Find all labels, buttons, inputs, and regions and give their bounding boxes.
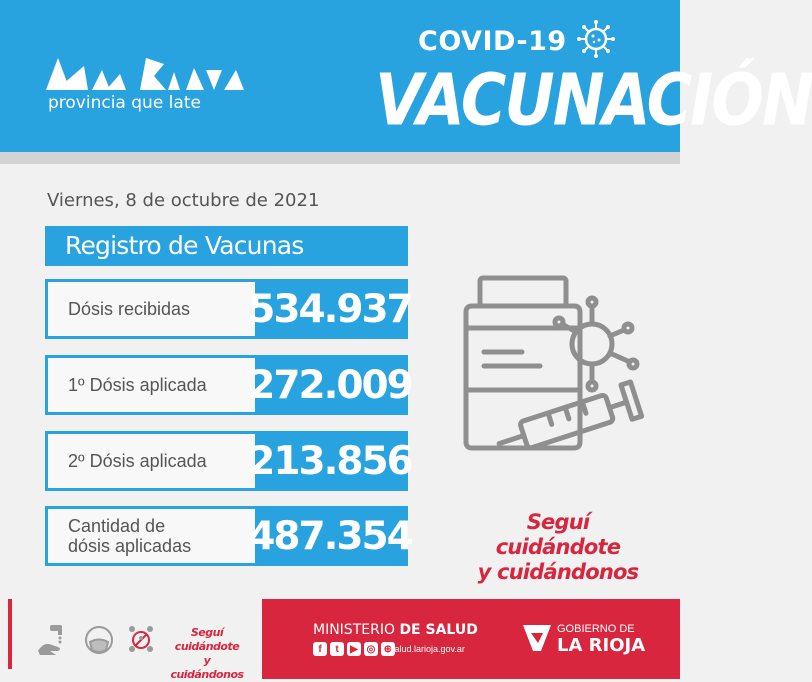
stat-label: 2º Dósis aplicada <box>68 451 207 471</box>
ministerio-label <box>313 622 478 638</box>
footer-red-bar <box>8 599 12 669</box>
social-links <box>313 642 395 656</box>
slogan-line2: y cuidándonos <box>477 560 639 584</box>
face-mask-icon <box>84 623 114 662</box>
header-strip <box>0 152 680 164</box>
stat-value: 272.009 <box>255 358 405 412</box>
slogan-line1: Seguí cuidándote <box>495 510 621 559</box>
covid-title: COVID-19 <box>418 26 567 57</box>
footer-slogan <box>167 626 247 682</box>
no-gathering-icon <box>124 623 158 662</box>
footer-slogan-line1: Seguí cuidándote <box>174 626 240 653</box>
stat-value: 534.937 <box>255 282 405 336</box>
stat-dosis-recibidas <box>45 279 412 339</box>
gobierno-bottom: LA RIOJA <box>557 635 646 656</box>
stat-value: 487.354 <box>255 509 405 563</box>
covid-heading <box>418 20 615 63</box>
slogan <box>466 510 650 585</box>
hand-washing-icon <box>36 623 70 662</box>
la-rioja-map-icon <box>521 623 553 658</box>
web-globe-icon[interactable]: ⊕ <box>381 642 395 656</box>
ministerio-prefix: MINISTERIO <box>313 622 395 638</box>
stat-label-line2: dósis aplicadas <box>68 536 192 556</box>
ministerio-bold: DE SALUD <box>399 622 478 638</box>
stat-primera-dosis <box>45 355 412 415</box>
twitter-icon[interactable]: t <box>330 642 344 656</box>
facebook-icon[interactable]: f <box>313 642 327 656</box>
youtube-icon[interactable]: ▶ <box>347 642 361 656</box>
gobierno-top: GOBIERNO DE <box>557 623 635 635</box>
stat-label: Dósis recibidas <box>68 299 191 319</box>
stat-segunda-dosis <box>45 431 412 491</box>
instagram-icon[interactable]: ◎ <box>364 642 378 656</box>
stat-label: 1º Dósis aplicada <box>68 375 207 395</box>
registro-title: Registro de Vacunas <box>45 226 408 266</box>
website-link[interactable]: salud.larioja.gov.ar <box>390 644 465 654</box>
vaccine-syringe-icon <box>462 272 644 457</box>
virus-icon <box>577 20 615 63</box>
report-date: Viernes, 8 de octubre de 2021 <box>47 190 320 211</box>
la-rioja-logo <box>46 56 246 126</box>
logo-subtitle: provincia que late <box>48 93 201 113</box>
stat-label <box>48 509 248 563</box>
stat-total-dosis <box>45 506 412 566</box>
footer-slogan-line2: y cuidándonos <box>170 654 244 681</box>
vacunacion-title: VACUNACIÓN <box>375 58 812 142</box>
stat-label-line1: Cantidad de <box>68 516 166 536</box>
stat-value: 213.856 <box>255 434 405 488</box>
